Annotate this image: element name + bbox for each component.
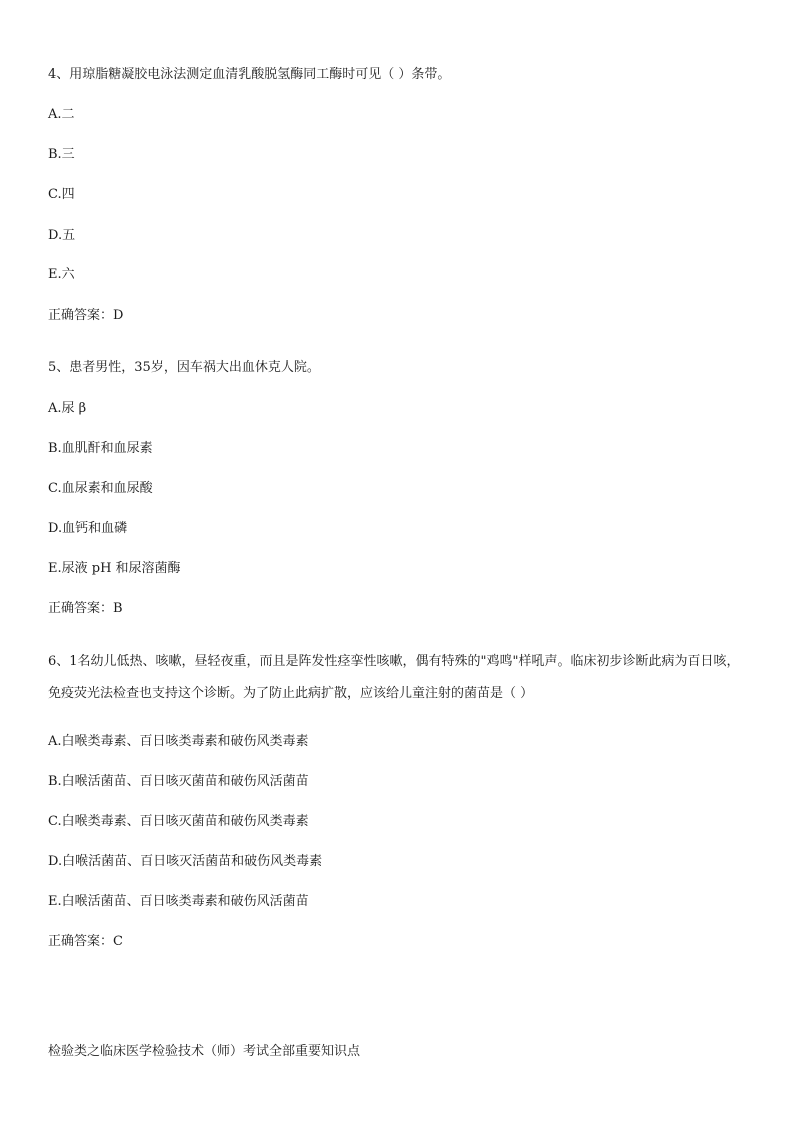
question-6-option-d: D.白喉活菌苗、百日咳灭活菌苗和破伤风类毒素: [48, 854, 323, 869]
question-5-option-a: A.尿 β: [48, 401, 87, 416]
question-5-answer: 正确答案：B: [48, 601, 123, 616]
question-4-option-c: C.四: [48, 187, 75, 202]
question-6-option-c: C.白喉类毒素、百日咳灭菌苗和破伤风类毒素: [48, 814, 309, 829]
question-4-option-a: A.二: [48, 107, 75, 122]
question-4-option-d: D.五: [48, 228, 76, 243]
question-5-stem: 5、患者男性，35岁，因车祸大出血休克人院。: [48, 360, 320, 375]
question-4-answer: 正确答案：D: [48, 308, 124, 323]
question-6-answer: 正确答案：C: [48, 934, 123, 949]
question-5-option-c: C.血尿素和血尿酸: [48, 481, 153, 496]
question-6-option-b: B.白喉活菌苗、百日咳灭菌苗和破伤风活菌苗: [48, 774, 309, 789]
question-6-stem: 6、1名幼儿低热、咳嗽，昼轻夜重，而且是阵发性痉挛性咳嗽，偶有特殊的"鸡鸣"样吼声。临床初步诊断此病为百日咳，免疫荧光法检查也支持这个诊断。为了防止此病扩散，应该给儿童注射的菌苗是（ ）: [48, 654, 740, 701]
question-5-option-d: D.血钙和血磷: [48, 521, 128, 536]
question-4-stem: 4、用琼脂糖凝胶电泳法测定血清乳酸脱氢酶同工酶时可见（ ）条带。: [48, 67, 451, 82]
question-6-option-e: E.白喉活菌苗、百日咳类毒素和破伤风活菌苗: [48, 894, 309, 909]
question-5-option-e: E.尿液 pH 和尿溶菌酶: [48, 561, 181, 576]
question-4-option-b: B.三: [48, 147, 75, 162]
question-5-option-b: B.血肌酐和血尿素: [48, 441, 153, 456]
page-footer: 检验类之临床医学检验技术（师）考试全部重要知识点: [48, 1044, 361, 1059]
question-4-option-e: E.六: [48, 267, 75, 282]
question-6-option-a: A.白喉类毒素、百日咳类毒素和破伤风类毒素: [48, 734, 309, 749]
